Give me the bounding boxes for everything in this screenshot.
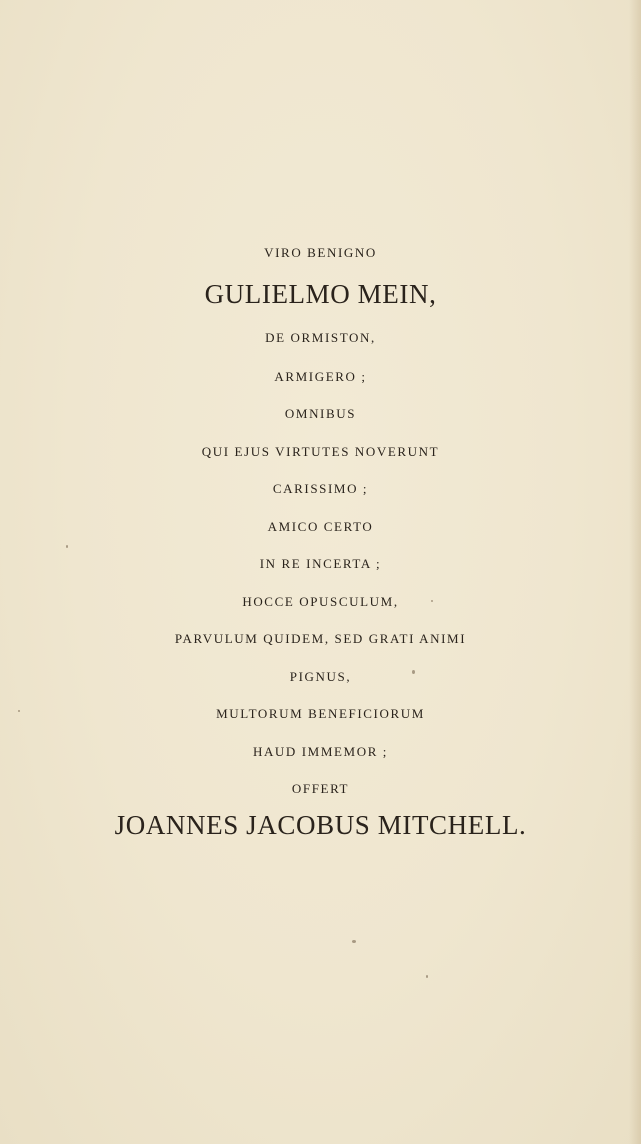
dedication-line-qui-ejus: QUI EJUS VIRTUTES NOVERUNT bbox=[201, 444, 440, 459]
paper-speck bbox=[352, 940, 356, 943]
dedication-line-armigero: ARMIGERO ; bbox=[274, 369, 367, 384]
dedication-line-multorum: MULTORUM BENEFICIORUM bbox=[216, 706, 425, 721]
paper-speck bbox=[426, 975, 428, 978]
dedication-line-omnibus: OMNIBUS bbox=[284, 406, 357, 421]
dedication-line-carissimo: CARISSIMO ; bbox=[272, 481, 369, 496]
paper-speck bbox=[431, 600, 433, 602]
page-edge-shadow bbox=[629, 0, 641, 1144]
paper-speck bbox=[18, 710, 20, 712]
dedication-line-in-re-incerta: IN RE INCERTA ; bbox=[259, 556, 382, 571]
paper-speck bbox=[66, 545, 68, 548]
dedication-line-de-ormiston: DE ORMISTON, bbox=[265, 330, 376, 345]
dedication-line-parvulum-quidem: PARVULUM QUIDEM, SED GRATI ANIMI bbox=[174, 631, 467, 646]
dedication-name-gulielmo-mein: GULIELMO MEIN, bbox=[204, 279, 437, 309]
dedication-signature-joannes-jacobus-mitchell: JOANNES JACOBUS MITCHELL. bbox=[114, 810, 527, 840]
dedication-line-hocce-opusculum: HOCCE OPUSCULUM, bbox=[242, 594, 399, 609]
dedication-line-offert: OFFERT bbox=[291, 781, 350, 796]
dedication-line-amico-certo: AMICO CERTO bbox=[267, 519, 374, 534]
dedication-line-viro-benigno: VIRO BENIGNO bbox=[264, 245, 377, 260]
dedication-line-haud-immemor: HAUD IMMEMOR ; bbox=[252, 744, 389, 759]
dedication-line-pignus: PIGNUS, bbox=[289, 669, 352, 684]
paper-speck bbox=[412, 670, 415, 674]
